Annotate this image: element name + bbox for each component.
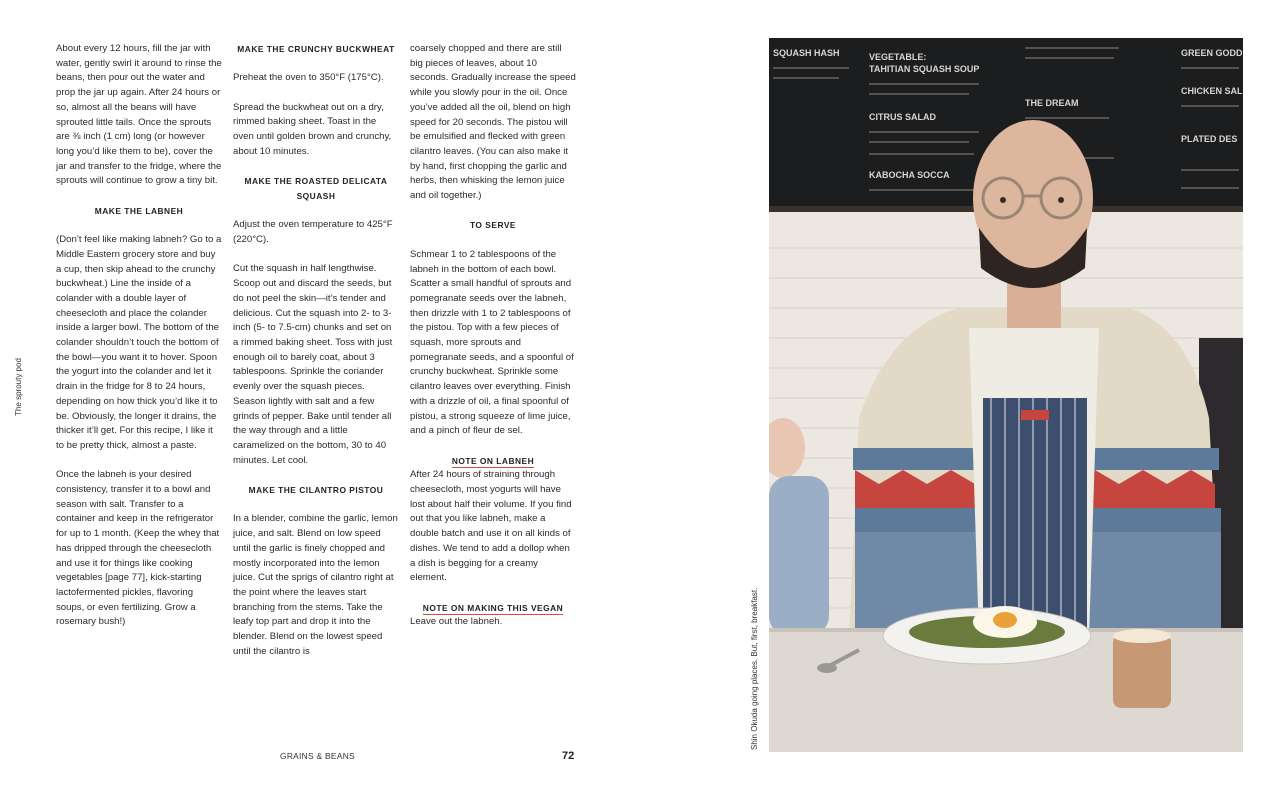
text-column-1	[56, 42, 222, 645]
menu-item: SQUASH HASH	[773, 48, 840, 58]
running-head: The sprouty pod	[14, 358, 23, 416]
body-paragraph: Spread the buckwheat out on a dry, rimmed baking sheet. Toast in the oven until golden brown and crunchy, about 10 minutes.	[233, 101, 392, 157]
menu-item: CITRUS SALAD	[869, 112, 936, 122]
body-paragraph: After 24 hours of straining through cheesecloth, most yogurts will have lost about half their volume. If you find out that you like labneh, make a double batch and use it on all kinds of dishes. We tend to add a dollop when a dish is begging for a creamy element.	[410, 469, 572, 584]
page-number: 72	[562, 750, 575, 762]
text-column-3	[410, 42, 576, 645]
photo-illustration	[769, 38, 1243, 752]
body-paragraph: coarsely chopped and there are still big pieces of leaves, about 10 seconds. Gradually increase the speed while you slowly pour in the oil. Once you’ve added all the oil, blend on high speed for 20 seconds. The pistou will be emulsified and flecked with green cilantro leaves. (You can also make it by hand, first chopping the garlic and herbs, then whisking the lemon juice and oil together.)	[410, 43, 576, 202]
body-paragraph: Preheat the oven to 350°F (175°C).	[233, 72, 384, 84]
menu-item: THE DREAM	[1025, 98, 1079, 108]
body-paragraph: Once the labneh is your desired consistency, transfer it to a bowl and season with salt. Transfer to a container and keep in the refrigerator for up to 1 month. (Keep the whey that has dripped through the cheesecloth and use it for things like cooking vegetables [page 77], kick-starting lactofermented pickles, flavoring soups, or even fertilizing. Grow a rosemary bush!)	[56, 469, 220, 628]
body-paragraph: Schmear 1 to 2 tablespoons of the labneh in the bottom of each bowl. Scatter a small handful of sprouts and pomegranate seeds over the labneh, then drizzle with 1 to 2 tablespoons of the pistou. Top with a few pieces of squash, more sprouts and pomegranate seeds, and a spoonful of crunchy buckwheat. Sprinkle some cilantro leaves over everything. Finish with a drizzle of oil, a final spoonful of pistou, a strong squeeze of lime juice, and a pinch of fleur de sel.	[410, 248, 574, 437]
section-heading: TO SERVE	[469, 220, 517, 231]
menu-item: CHICKEN SAL	[1181, 86, 1243, 96]
body-paragraph: Leave out the labneh.	[410, 616, 503, 628]
section-heading: MAKE THE CILANTRO PISTOU	[248, 485, 384, 495]
photo-caption: Shin Okuda going places. But, first, breakfast.	[750, 587, 759, 750]
menu-item: GREEN GODD	[1181, 48, 1243, 58]
note-heading	[410, 454, 576, 469]
body-paragraph: (Don’t feel like making labneh? Go to a Middle Eastern grocery store and buy a cup, then skip ahead to the crunchy buckwheat.) Line the inside of a colander with a double layer of cheesecloth and place the colander inside a larger bowl. The bottom of the colander shouldn’t touch the bottom of the bowl—you want it to hover. Spoon the yogurt into the colander and let it drain in the fridge for 8 to 24 hours, depending on how thick you’d like it to be. Obviously, the longer it drains, the thicker it’ll get. For this recipe, I like it to be pretty thick, almost a paste.	[56, 234, 222, 451]
menu-item: VEGETABLE:	[869, 52, 927, 62]
section-heading: MAKE THE ROASTED DELICATA SQUASH	[244, 176, 388, 201]
menu-item: KABOCHA SOCCA	[869, 170, 950, 180]
section-heading: MAKE THE LABNEH	[94, 205, 184, 216]
photo-portrait	[769, 38, 1243, 752]
note-heading-text: NOTE ON LABNEH	[451, 455, 535, 466]
body-paragraph: Cut the squash in half lengthwise. Scoop out and discard the seeds, but do not peel the skin—it’s tender and delicious. Cut the squash into 2- to 3-inch (5- to 7.5-cm) chunks and set on a rimmed baking sheet. Toss with just enough oil to barely coat, about 3 tablespoons. Sprinkle the coriander evenly over the squash pieces. Season lightly with salt and a few grinds of pepper. Bake until tender all the way through and a little caramelized on the bottom, 30 to 40 minutes. Let cool.	[233, 263, 393, 466]
menu-item: PLATED DES	[1181, 134, 1238, 144]
menu-item: TAHITIAN SQUASH SOUP	[869, 64, 980, 74]
body-paragraph: Adjust the oven temperature to 425°F (220°C).	[233, 219, 393, 246]
body-paragraph: About every 12 hours, fill the jar with water, gently swirl it around to rinse the beans, then pour out the water and prop the jar up again. After 24 hours or so, almost all the beans will have sprouted little tails. Once the sprouts are ⅜ inch (1 cm) long (or however long you’d like them to be), cover the jar and transfer to the fridge, where the sprouts will continue to grow a tiny bit.	[56, 43, 222, 187]
section-heading: MAKE THE CRUNCHY BUCKWHEAT	[237, 44, 395, 54]
footer-section-title: GRAINS & BEANS	[280, 751, 355, 761]
note-heading	[410, 601, 576, 616]
note-heading-text: NOTE ON MAKING THIS VEGAN	[422, 602, 564, 613]
body-paragraph: In a blender, combine the garlic, lemon juice, and salt. Blend on low speed until the garlic is finely chopped and mostly incorporated into the lemon juice. Cut the sprigs of cilantro right at the point where the leaves start branching from the stems. Take the leafy top part and drop it into the blender. Blend on the lowest speed until the cilantro is	[233, 513, 398, 657]
text-column-2	[233, 42, 399, 674]
